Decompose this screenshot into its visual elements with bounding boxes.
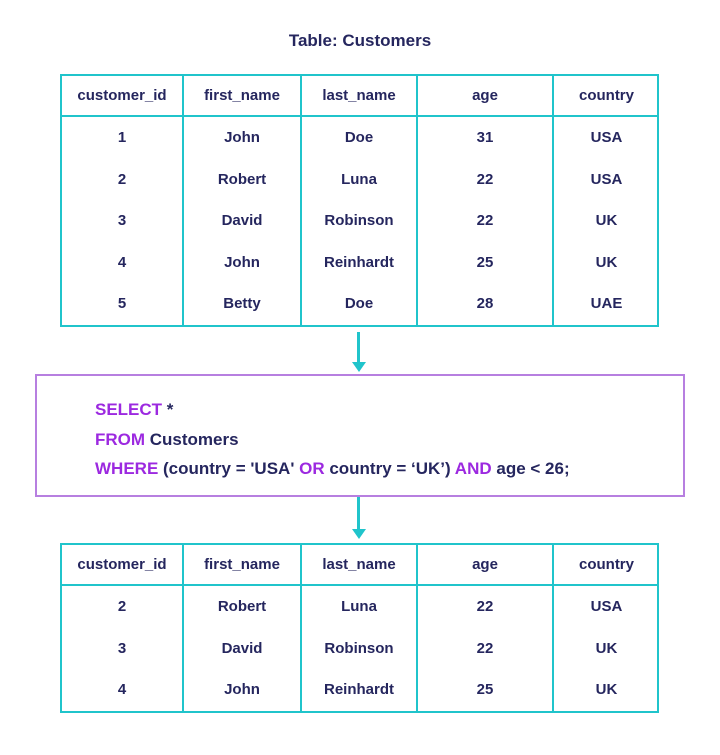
table-row — [62, 628, 659, 670]
column-header-first-name: first_name — [183, 545, 301, 585]
cell-first-name: Robert — [183, 585, 301, 628]
customers-table — [60, 74, 659, 327]
table-row — [62, 669, 659, 711]
column-header-country: country — [553, 545, 659, 585]
cell-country: UK — [595, 681, 618, 699]
cell-customer-id: 4 — [62, 669, 183, 711]
result-table — [60, 543, 659, 713]
column-header-age: age — [417, 545, 553, 585]
cell-country: UK — [595, 639, 618, 657]
cell-last-name: Reinhardt — [301, 242, 417, 284]
cell-first-name: John — [183, 242, 301, 284]
table-header-row — [62, 545, 659, 585]
cell-customer-id: 2 — [62, 159, 183, 201]
cell-age: 22 — [417, 628, 553, 670]
cell-customer-id: 3 — [62, 628, 183, 670]
cell-last-name: Robinson — [301, 628, 417, 670]
cell-customer-id: 4 — [62, 242, 183, 284]
sql-where-condition-2: country = ‘UK’) — [324, 459, 455, 478]
column-header-country: country — [553, 76, 659, 116]
table-row — [62, 200, 659, 242]
sql-select-columns: * — [162, 400, 174, 419]
table-row — [62, 283, 659, 325]
sql-keyword-or: OR — [299, 459, 325, 478]
sql-where-condition-3: age < 26; — [491, 459, 570, 478]
cell-last-name: Robinson — [301, 200, 417, 242]
cell-age: 22 — [417, 200, 553, 242]
cell-customer-id: 1 — [62, 116, 183, 159]
cell-last-name: Luna — [301, 159, 417, 201]
sql-keyword-select: SELECT — [95, 400, 163, 419]
column-header-customer-id: customer_id — [62, 545, 183, 585]
cell-customer-id: 5 — [62, 283, 183, 325]
table-row — [62, 242, 659, 284]
sql-where-line — [95, 459, 570, 479]
diagram-title: Table: Customers — [288, 31, 432, 50]
cell-country: USA — [590, 129, 623, 147]
cell-first-name: David — [183, 200, 301, 242]
sql-keyword-and: AND — [454, 459, 492, 478]
table-header-row — [62, 76, 659, 116]
cell-age: 25 — [417, 669, 553, 711]
cell-last-name: Doe — [301, 283, 417, 325]
column-header-first-name: first_name — [183, 76, 301, 116]
cell-first-name: David — [183, 628, 301, 670]
cell-first-name: Robert — [183, 159, 301, 201]
sql-from-table: Customers — [145, 430, 239, 449]
cell-last-name: Reinhardt — [301, 669, 417, 711]
column-header-last-name: last_name — [301, 76, 417, 116]
column-header-customer-id: customer_id — [62, 76, 183, 116]
cell-country: USA — [590, 170, 623, 188]
cell-first-name: John — [183, 669, 301, 711]
table-row — [62, 159, 659, 201]
cell-age: 25 — [417, 242, 553, 284]
cell-country: USA — [590, 598, 623, 616]
cell-customer-id: 2 — [62, 585, 183, 628]
cell-customer-id: 3 — [62, 200, 183, 242]
cell-age: 22 — [417, 159, 553, 201]
cell-country: UK — [595, 212, 618, 230]
column-header-age: age — [417, 76, 553, 116]
sql-select-line — [95, 400, 173, 420]
cell-first-name: John — [183, 116, 301, 159]
sql-keyword-where: WHERE — [95, 459, 159, 478]
cell-country: UK — [595, 253, 618, 271]
cell-age: 31 — [417, 116, 553, 159]
column-header-last-name: last_name — [301, 545, 417, 585]
cell-country: UAE — [590, 295, 623, 313]
cell-first-name: Betty — [183, 283, 301, 325]
cell-last-name: Doe — [301, 116, 417, 159]
sql-from-line — [95, 430, 239, 450]
sql-query-box — [35, 374, 685, 497]
table-row — [62, 585, 659, 628]
sql-keyword-from: FROM — [95, 430, 146, 449]
cell-age: 28 — [417, 283, 553, 325]
table-row — [62, 116, 659, 159]
down-arrow-icon — [352, 332, 366, 374]
cell-last-name: Luna — [301, 585, 417, 628]
sql-where-condition-1: (country = 'USA' — [158, 459, 300, 478]
cell-age: 22 — [417, 585, 553, 628]
down-arrow-icon — [352, 497, 366, 541]
